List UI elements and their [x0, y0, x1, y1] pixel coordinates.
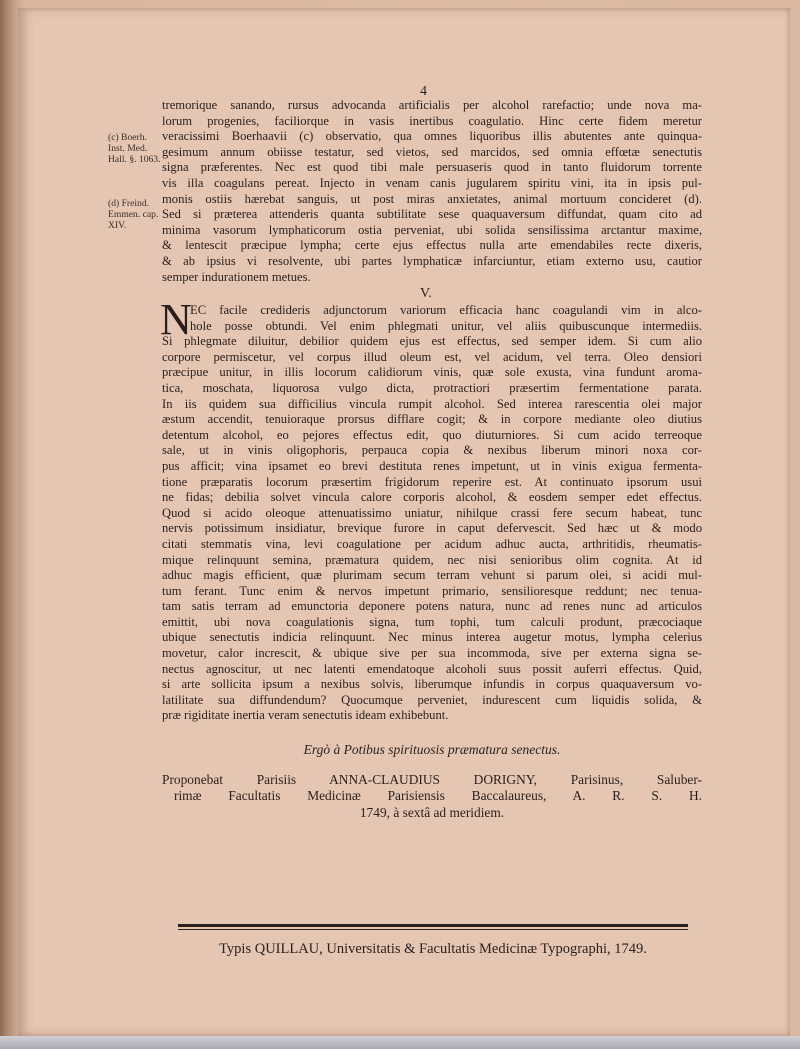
text-line: tum ferant. Tunc enim & nervos impetunt primario, sensilioresque reddunt; nec tenua- — [162, 583, 702, 598]
text-line: EC facile credideris adjunctorum variorum efficacia hanc coagulandi vim in alco- — [190, 303, 702, 317]
text-line: tione præparatis locorum præsertim frigidorum reperire est. At continuato ipsorum usui — [162, 474, 702, 489]
text-line: si arte sollicita ipsum a nexibus solvis, liberumque infundis in corpus quaquaversum vo- — [162, 677, 702, 692]
text-line: semper indurationem metues. — [162, 269, 311, 284]
text-line: rimæ Facultatis Medicinæ Parisiensis Baccalaureus, A. R. S. H. — [174, 788, 702, 803]
text-line: emittit, ubi nova coagulationis signa, tum tophi, tum calculi produnt, præcociaque — [162, 614, 702, 629]
text-line: ubique senectutis indicia relinquunt. Nec minus interea augetur motus, lympha celerius — [162, 630, 702, 645]
text-line: nervis potissimum insidiatur, brevique furore in caput defervescit. Sed hæc ut & modo — [162, 521, 702, 536]
text-line: lorum progenies, faciliorque in vasis inertibus coagulatio. Hinc certe fidem meretur — [162, 113, 702, 128]
text-line: vis illa coagulans pereat. Injecto in venam canis jugularem spiritu vini, ita in ipsis pul- — [162, 175, 702, 190]
margin-note-line: (d) Freind. — [108, 198, 150, 209]
text-line: movetur, calor increscit, & ubique sive per sua incommoda, sive per externa signa se- — [162, 646, 702, 661]
text-line: monis ostiis hærebat sanguis, ut post miras anxietates, animal mortuum concideret (d). — [162, 191, 702, 206]
text-line: minima vasorum lymphaticorum ostia perveniat, ubi solida sensilissima arctantur maxime, — [162, 222, 702, 237]
proponebat-block — [162, 772, 702, 804]
margin-note-d — [108, 198, 168, 231]
text-line: nectus agnoscitur, ut nec latenti emendatoque alcoholi suus possit auferri effectus. Quid, — [162, 661, 702, 676]
text-line: signa præferentes. Nec est quod tibi male persuaseris quod in tanto fluidorum torrente — [162, 160, 702, 175]
text-line: mique relinquunt semina, præmatura quidem, nec nisi senioribus olim cognita. At id — [162, 552, 702, 567]
text-line: latilitate sua diffundendum? Quocumque perveniet, indurescent cum liquidis solida, & — [162, 692, 702, 707]
section-number: V. — [420, 286, 432, 301]
text-line: In iis quidem sua difficilius vincula rumpit alcohol. Sed interea rarescentia olei major — [162, 396, 702, 411]
scanner-edge — [0, 1036, 800, 1049]
text-line: Quod si acido oleoque attenuatissimo uniatur, nihilque crassi fere secum habeat, tunc — [162, 505, 702, 520]
text-line: præ rigiditate inertia veram senectutis ideam exhibebunt. — [162, 708, 449, 723]
section-paragraph — [162, 303, 702, 724]
margin-note-line: (c) Boerh. — [108, 132, 147, 143]
margin-note-line: XIV. — [108, 220, 127, 231]
text-line: detentum alcohol, eo pejores effectus edit, quo diuturniores. Si cum acido terreoque — [162, 427, 702, 442]
margin-note-line: Hall. §. 1063. — [108, 154, 161, 165]
drop-cap: N — [160, 295, 192, 344]
margin-note-line: Emmen. cap. — [108, 209, 159, 220]
printer-rule-thick — [178, 924, 688, 927]
text-line: citati stemmatis vina, levi coagulatione per acidum adhuc aucta, arthritidis, rheumatis- — [162, 536, 702, 551]
text-line: æstum accendit, tenuioraque prorsus difflare cogit; & in corpore mediante oleo diutius — [162, 412, 702, 427]
text-line: adhuc magis efficient, quæ plurimam secum terram vehunt si parum olei, si acidi mul- — [162, 568, 702, 583]
text-line: & ab ipsius vi resolvente, ubi partes lymphaticæ infarciuntur, etiam externo usu, cautior — [162, 253, 702, 268]
text-line: ne fidas; debilia solvet vincula calore corporis alcohol, & eosdem semper edet effectus. — [162, 490, 702, 505]
margin-note-line: Inst. Med. — [108, 143, 148, 154]
text-line: Si phlegmate diluitur, debilior quidem ejus est effectus, sed semper idem. Si cum alio — [162, 334, 702, 349]
text-line: hole posse obtundi. Vel enim phlegmati unitur, vel aliis quibuscunque intermediis. — [190, 318, 702, 333]
text-line: sale, ut in vinis oligophoris, perpauca copia & nexibus liberum minori noxa cor- — [162, 443, 702, 458]
text-line: & lentescit præcipue lympha; certe ejus effectus nulla arte emendabiles recte dixeris, — [162, 238, 702, 253]
text-line: veracissimi Boerhaavii (c) observatio, qua omnes liquoribus illis abutentes ante quinqua- — [162, 129, 702, 144]
text-line: corpore permiscetur, vel corpus illud oleum est, vel acidum, vel terra. Oleo densiori — [162, 349, 702, 364]
page-number: 4 — [420, 84, 427, 99]
printer-imprint: Typis QUILLAU, Universitatis & Facultatis Medicinæ Typographi, 1749. — [219, 941, 647, 957]
text-line: Proponebat Parisiis ANNA-CLAUDIUS DORIGNY, Parisinus, Saluber- — [162, 772, 702, 787]
text-line: Sed si præterea attenderis quanta subtilitate sese quaquaversum diffundat, quam cito ad — [162, 207, 702, 222]
text-line: tam satis terram ad emunctoria deponere potens natura, nunc ad renes nunc ad articulos — [162, 599, 702, 614]
printer-rule-thin — [178, 929, 688, 930]
text-line: pus afficit; vina ipsamet eo brevi destituta renes impetunt, ut in vinis exigua fermenta- — [162, 458, 702, 473]
text-line: gesimum annum obiisse testatur, sed vietos, sed marcidos, sed omnia effœtæ senectutis — [162, 144, 702, 159]
date-line: 1749, à sextâ ad meridiem. — [359, 805, 505, 820]
top-paragraph — [162, 98, 702, 285]
conclusion-line: Ergò à Potibus spirituosis præmatura senectus. — [303, 742, 561, 757]
text-line: præcipue unitur, in illis locorum calidiorum vinis, quæ sole exusta, vina fundunt aroma- — [162, 365, 702, 380]
text-line: tremorique sanando, rursus advocanda artificialis per alcohol rarefactio; unde nova ma- — [162, 98, 702, 112]
margin-note-c — [108, 132, 168, 165]
text-line: tica, moschata, liquorosa vulgo dicta, protractiori præsertim fermentatione parata. — [162, 380, 702, 395]
